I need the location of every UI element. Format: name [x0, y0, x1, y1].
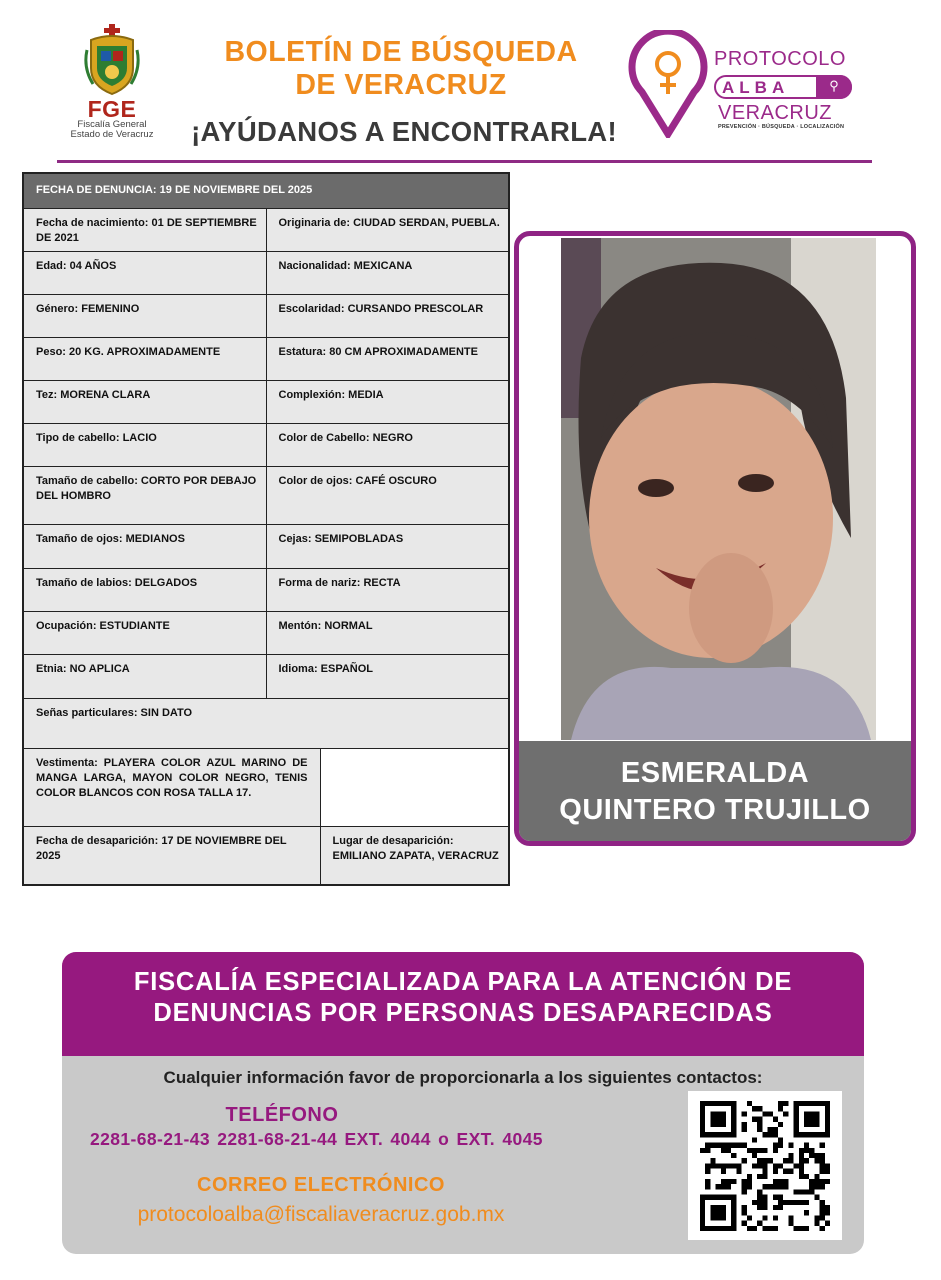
table-cell: Tipo de cabello: LACIO	[23, 424, 266, 467]
fge-name-line2: Estado de Veracruz	[70, 129, 154, 140]
special-unit-banner	[62, 952, 864, 1056]
distinguishing-marks: Señas particulares: SIN DATO	[23, 698, 509, 748]
table-cell: Tamaño de cabello: CORTO POR DEBAJO DEL HOMBRO	[23, 467, 266, 525]
table-cell: Idioma: ESPAÑOL	[266, 654, 509, 698]
table-cell: Estatura: 80 CM APROXIMADAMENTE	[266, 337, 509, 380]
qr-code[interactable]	[688, 1091, 842, 1240]
report-date: FECHA DE DENUNCIA: 19 DE NOVIEMBRE DEL 2025	[23, 173, 509, 208]
qr-code-icon	[700, 1101, 830, 1231]
table-cell: Género: FEMENINO	[23, 294, 266, 337]
table-cell: Complexión: MEDIA	[266, 381, 509, 424]
bulletin-subtitle: ¡AYÚDANOS A ENCONTRARLA!	[191, 116, 617, 147]
search-icon: ⚲	[816, 75, 852, 99]
disappearance-place: EMILIANO ZAPATA, VERACRUZ	[332, 850, 499, 863]
protocol-alba-box	[714, 75, 852, 99]
table-cell: Cejas: SEMIPOBLADAS	[266, 525, 509, 568]
phone-label: TELÉFONO	[225, 1104, 339, 1126]
table-cell: Escolaridad: CURSANDO PRESCOLAR	[266, 294, 509, 337]
phone-numbers[interactable]: 2281-68-21-43 2281-68-21-44 EXT. 4044 o EXT. 4045	[90, 1129, 543, 1149]
table-cell: Tez: MORENA CLARA	[23, 381, 266, 424]
person-photo	[561, 238, 876, 740]
bulletin-title-line2: DE VERACRUZ	[295, 69, 507, 101]
table-cell: Color de ojos: CAFÉ OSCURO	[266, 467, 509, 525]
protocolo-alba-logo	[628, 30, 868, 140]
table-cell: Peso: 20 KG. APROXIMADAMENTE	[23, 337, 266, 380]
female-location-pin-icon	[628, 30, 708, 138]
email-address[interactable]: protocoloalba@fiscaliaveracruz.gob.mx	[137, 1203, 505, 1226]
empty-cell	[320, 748, 509, 826]
table-cell: Ocupación: ESTUDIANTE	[23, 611, 266, 654]
clothing-description: Vestimenta: PLAYERA COLOR AZUL MARINO DE MANGA LARGA, MAYON COLOR NEGRO, TENIS COLOR BLANCOS CON ROSA TALLA 17.	[23, 748, 320, 826]
table-cell: Etnia: NO APLICA	[23, 654, 266, 698]
record-table	[22, 172, 510, 886]
table-cell: Color de Cabello: NEGRO	[266, 424, 509, 467]
contact-intro: Cualquier información favor de proporcionarla a los siguientes contactos:	[163, 1068, 763, 1087]
fge-emblem-icon	[83, 24, 141, 96]
unit-line1: FISCALÍA ESPECIALIZADA PARA LA ATENCIÓN DE	[133, 968, 793, 996]
person-photo-illustration	[561, 238, 876, 740]
person-name-band	[519, 741, 911, 846]
disappearance-date: Fecha de desaparición: 17 DE NOVIEMBRE DEL 2025	[23, 827, 320, 885]
fge-logo	[60, 24, 164, 148]
header-divider	[57, 160, 872, 163]
disappearance-place-label: Lugar de desaparición:	[332, 835, 454, 848]
table-cell: Edad: 04 AÑOS	[23, 251, 266, 294]
bulletin-title-line1: BOLETÍN DE BÚSQUEDA	[224, 36, 578, 68]
person-first-name: ESMERALDA	[620, 757, 810, 789]
protocol-line1: PROTOCOLO	[714, 48, 846, 70]
protocol-line3: VERACRUZ	[718, 102, 833, 124]
table-cell: Originaria de: CIUDAD SERDAN, PUEBLA.	[266, 208, 509, 251]
contact-footer	[62, 952, 864, 1254]
unit-line2: DENUNCIAS POR PERSONAS DESAPARECIDAS	[153, 999, 773, 1027]
table-cell: Nacionalidad: MEXICANA	[266, 251, 509, 294]
table-cell: Tamaño de labios: DELGADOS	[23, 568, 266, 611]
table-cell: Tamaño de ojos: MEDIANOS	[23, 525, 266, 568]
table-cell: Fecha de nacimiento: 01 DE SEPTIEMBRE DE 2021	[23, 208, 266, 251]
protocol-line2: ALBA	[722, 78, 790, 97]
missing-person-card	[514, 231, 916, 846]
email-label: CORREO ELECTRÓNICO	[197, 1174, 445, 1196]
person-last-names: QUINTERO TRUJILLO	[559, 794, 871, 826]
table-cell: Forma de nariz: RECTA	[266, 568, 509, 611]
disappearance-place-cell	[320, 827, 509, 885]
protocol-tagline: PREVENCIÓN · BÚSQUEDA · LOCALIZACIÓN	[718, 124, 845, 130]
fge-name-line1: Fiscalía General	[77, 119, 147, 130]
fge-acronym: FGE	[87, 96, 137, 122]
table-cell: Mentón: NORMAL	[266, 611, 509, 654]
